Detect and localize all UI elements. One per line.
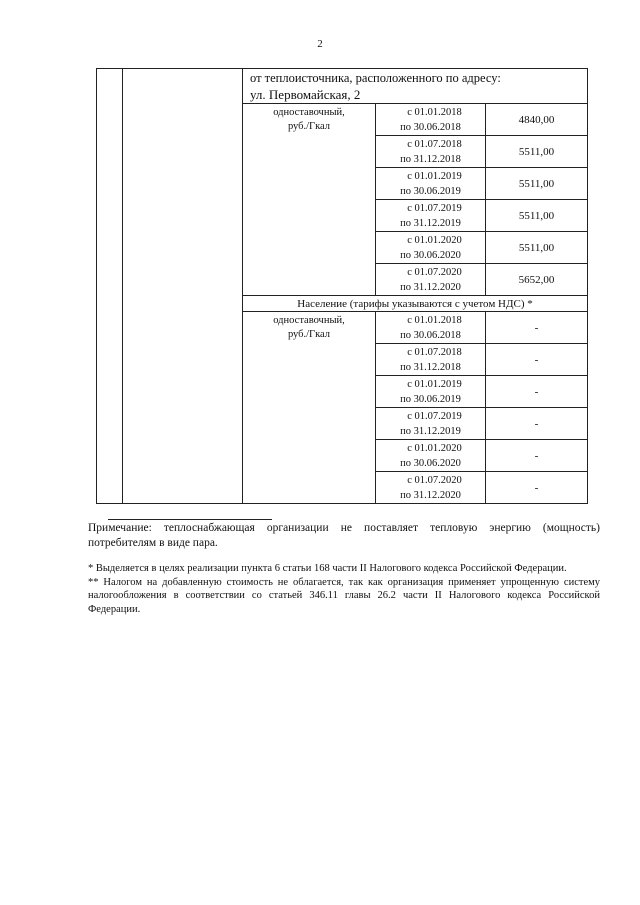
period-to: по 30.06.2020	[400, 249, 461, 261]
period-from: с 01.07.2018	[407, 346, 462, 358]
period-from: с 01.07.2019	[407, 202, 462, 214]
tariff-type-label: одноставочный,	[273, 107, 345, 118]
population-header: Население (тарифы указываются с учетом НДС) *	[243, 296, 588, 312]
period-cell	[376, 232, 486, 264]
period-to: по 31.12.2019	[400, 217, 461, 229]
period-cell	[376, 264, 486, 296]
tariff-value: 5511,00	[486, 136, 588, 168]
footnote-no-vat: ** Налогом на добавленную стоимость не облагается, так как организация применяет упрощенную систему налогообложения в соответствии со статьей 346.11 главы 26.2 части II Налогового кодекса Российской Федерации.	[88, 576, 600, 615]
period-cell	[376, 104, 486, 136]
period-from: с 01.07.2020	[407, 474, 462, 486]
tariff-value: -	[486, 440, 588, 472]
period-from: с 01.01.2018	[407, 314, 462, 326]
period-to: по 30.06.2019	[400, 185, 461, 197]
heat-source-street: ул. Первомайская, 2	[250, 87, 361, 102]
period-from: с 01.01.2020	[407, 442, 462, 454]
period-to: по 30.06.2020	[400, 457, 461, 469]
period-from: с 01.01.2020	[407, 234, 462, 246]
period-from: с 01.01.2019	[407, 378, 462, 390]
period-to: по 31.12.2018	[400, 361, 461, 373]
period-from: с 01.01.2018	[407, 106, 462, 118]
tariff-value: 5511,00	[486, 200, 588, 232]
note-paragraph: Примечание: теплоснабжающая организации не поставляет тепловую энергию (мощность) потребителям в виде пара.	[88, 522, 600, 549]
footnote-vat: * Выделяется в целях реализации пункта 6 статьи 168 части II Налогового кодекса Российской Федерации.	[88, 563, 567, 574]
period-to: по 31.12.2019	[400, 425, 461, 437]
tariff-unit-label: руб./Гкал	[287, 329, 331, 340]
period-cell	[376, 136, 486, 168]
period-cell	[376, 376, 486, 408]
period-from: с 01.01.2019	[407, 170, 462, 182]
tariff-unit-label: руб./Гкал	[287, 121, 331, 132]
period-to: по 30.06.2018	[400, 329, 461, 341]
footnote-divider	[108, 519, 272, 520]
tariff-type-cell	[243, 312, 376, 504]
tariff-value: -	[486, 312, 588, 344]
period-cell	[376, 472, 486, 504]
tariff-value: -	[486, 344, 588, 376]
period-from: с 01.07.2018	[407, 138, 462, 150]
organization-column-cell	[123, 69, 243, 504]
period-cell	[376, 168, 486, 200]
period-cell	[376, 344, 486, 376]
period-cell	[376, 408, 486, 440]
period-cell	[376, 440, 486, 472]
heat-source-address-cell	[243, 69, 588, 104]
period-to: по 30.06.2018	[400, 121, 461, 133]
period-to: по 31.12.2020	[400, 281, 461, 293]
tariff-value: 4840,00	[486, 104, 588, 136]
tariff-value: -	[486, 472, 588, 504]
period-to: по 30.06.2019	[400, 393, 461, 405]
tariff-type-label: одноставочный,	[273, 315, 345, 326]
tariff-table	[96, 68, 588, 504]
period-from: с 01.07.2019	[407, 410, 462, 422]
number-column-cell	[97, 69, 123, 504]
tariff-value: 5511,00	[486, 232, 588, 264]
tariff-value: -	[486, 376, 588, 408]
footnotes	[88, 562, 600, 616]
tariff-type-cell	[243, 104, 376, 296]
period-cell	[376, 312, 486, 344]
heat-source-label: от теплоисточника, расположенного по адресу:	[250, 71, 501, 85]
period-to: по 31.12.2020	[400, 489, 461, 501]
period-from: с 01.07.2020	[407, 266, 462, 278]
tariff-value: -	[486, 408, 588, 440]
period-cell	[376, 200, 486, 232]
address-row	[97, 69, 588, 104]
page-number: 2	[317, 38, 323, 50]
tariff-value: 5511,00	[486, 168, 588, 200]
tariff-value: 5652,00	[486, 264, 588, 296]
period-to: по 31.12.2018	[400, 153, 461, 165]
